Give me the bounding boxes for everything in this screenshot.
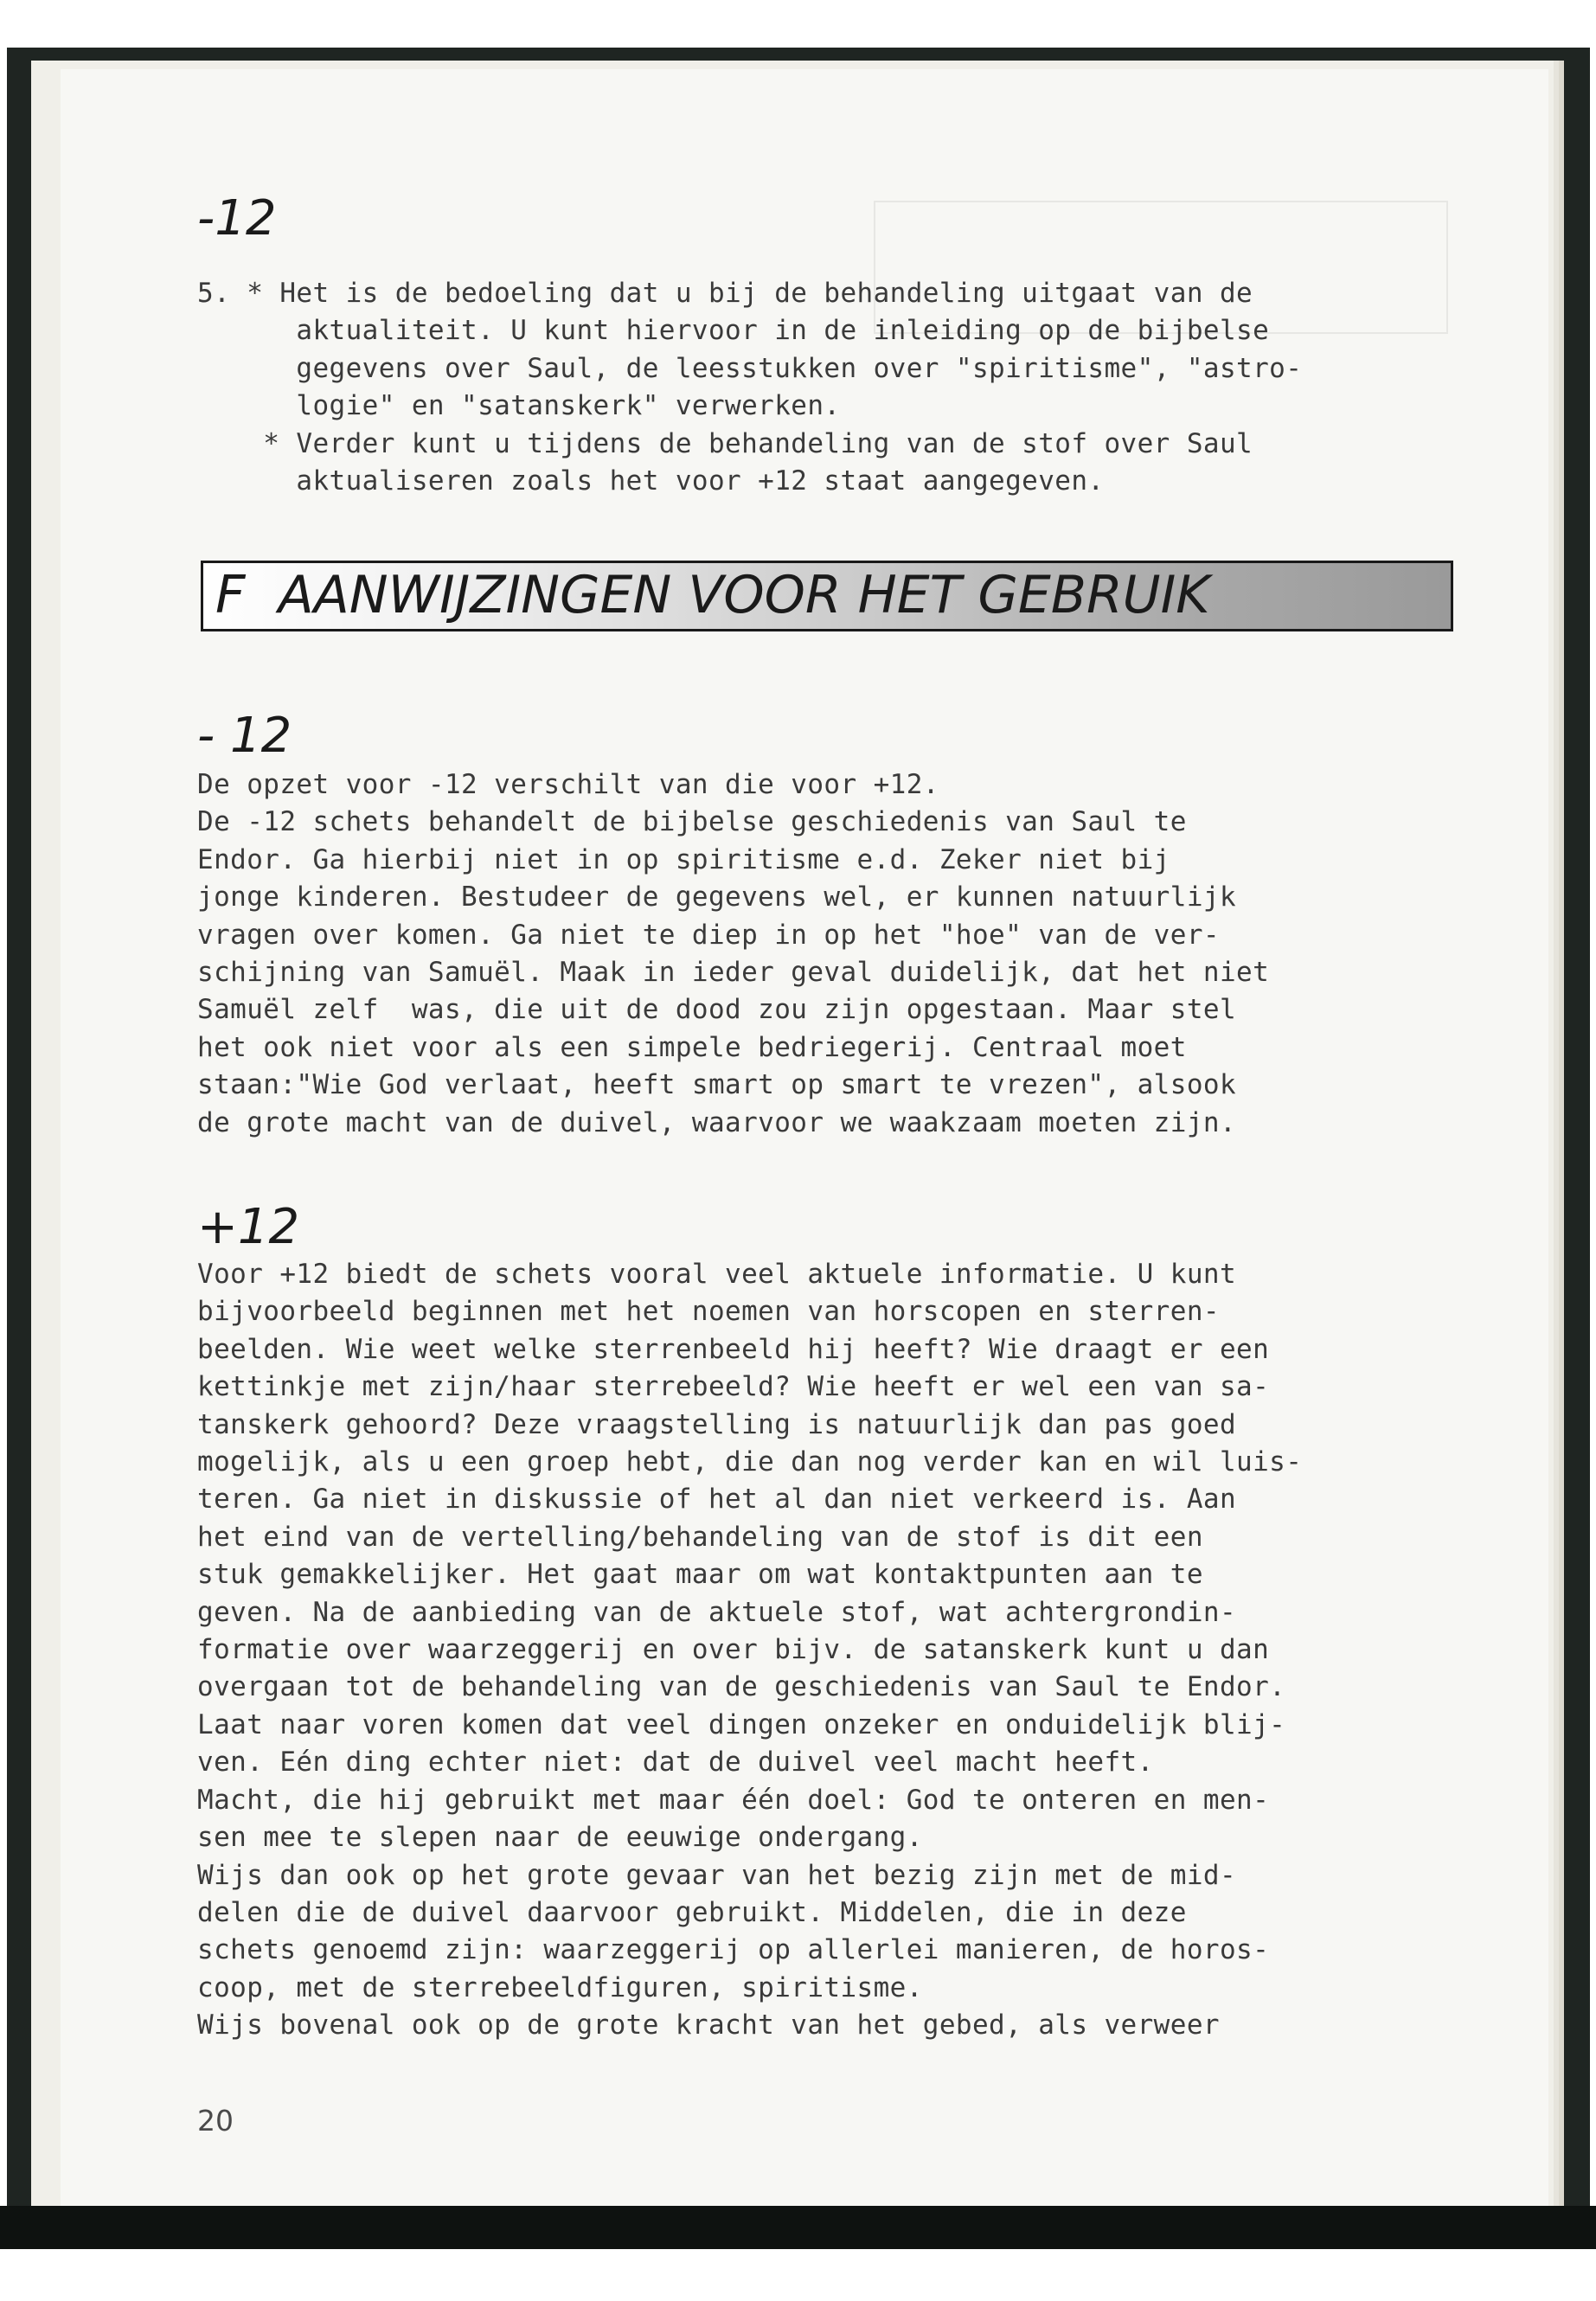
plus12-line: kettinkje met zijn/haar sterrebeeld? Wie heeft er wel een van sa- bbox=[197, 1371, 1270, 1403]
item-5-line: aktualiseren zoals het voor +12 staat aangegeven. bbox=[197, 465, 1105, 497]
item-5-line: 5. * Het is de bedoeling dat u bij de behandeling uitgaat van de bbox=[197, 278, 1253, 309]
minus12-line: de grote macht van de duivel, waarvoor we waakzaam moeten zijn. bbox=[197, 1106, 1237, 1138]
minus12-line: jonge kinderen. Bestudeer de gegevens wel, er kunnen natuurlijk bbox=[197, 881, 1237, 913]
plus12-line: beelden. Wie weet welke sterrenbeeld hij heeft? Wie draagt er een bbox=[197, 1333, 1270, 1365]
minus12-line: vragen over komen. Ga niet te diep in op het "hoe" van de ver- bbox=[197, 919, 1220, 951]
plus12-line: Voor +12 biedt de schets vooral veel aktuele informatie. U kunt bbox=[197, 1259, 1237, 1290]
plus12-line: ven. Eén ding echter niet: dat de duivel veel macht heeft. bbox=[197, 1747, 1154, 1779]
item-5-line: logie" en "satanskerk" verwerken. bbox=[197, 390, 841, 422]
item-5-text bbox=[197, 275, 1302, 500]
plus12-line: geven. Na de aanbieding van de aktuele stof, wat achtergrondin- bbox=[197, 1596, 1237, 1628]
section-heading-minus12: - 12 bbox=[197, 708, 292, 764]
plus12-line: Wijs dan ook op het grote gevaar van het bezig zijn met de mid- bbox=[197, 1859, 1237, 1891]
minus12-line: Endor. Ga hierbij niet in op spiritisme e.d. Zeker niet bij bbox=[197, 843, 1170, 875]
minus12-line: staan:"Wie God verlaat, heeft smart op smart te vrezen", alsook bbox=[197, 1069, 1237, 1101]
plus12-line: overgaan tot de behandeling van de geschiedenis van Saul te Endor. bbox=[197, 1671, 1286, 1703]
plus12-line: Laat naar voren komen dat veel dingen onzeker en onduidelijk blij- bbox=[197, 1708, 1286, 1740]
plus12-paragraph bbox=[197, 1256, 1302, 2045]
plus12-line: sen mee te slepen naar de eeuwige ondergang. bbox=[197, 1822, 923, 1854]
page-number: 20 bbox=[197, 2104, 234, 2138]
section-heading-plus12: +12 bbox=[197, 1199, 300, 1255]
section-heading-minus12-top: -12 bbox=[197, 190, 277, 247]
plus12-line: Wijs bovenal ook op de grote kracht van het gebed, als verweer bbox=[197, 2009, 1220, 2041]
plus12-line: teren. Ga niet in diskussie of het al dan niet verkeerd is. Aan bbox=[197, 1484, 1237, 1516]
plus12-line: mogelijk, als u een groep hebt, die dan nog verder kan en wil luis- bbox=[197, 1446, 1303, 1478]
plus12-line: formatie over waarzeggerij en over bijv. de satanskerk kunt u dan bbox=[197, 1634, 1270, 1666]
minus12-line: De -12 schets behandelt de bijbelse geschiedenis van Saul te bbox=[197, 806, 1187, 838]
minus12-line: het ook niet voor als een simpele bedriegerij. Centraal moet bbox=[197, 1031, 1187, 1063]
scan-bottom-edge bbox=[0, 2206, 1596, 2249]
item-5-line: * Verder kunt u tijdens de behandeling van de stof over Saul bbox=[197, 427, 1253, 459]
plus12-line: delen die de duivel daarvoor gebruikt. Middelen, die in deze bbox=[197, 1896, 1187, 1928]
plus12-line: Macht, die hij gebruikt met maar één doel: God te onteren en men- bbox=[197, 1784, 1270, 1816]
section-f-banner bbox=[201, 561, 1453, 631]
plus12-line: bijvoorbeeld beginnen met het noemen van horscopen en sterren- bbox=[197, 1296, 1220, 1328]
plus12-line: tanskerk gehoord? Deze vraagstelling is natuurlijk dan pas goed bbox=[197, 1408, 1237, 1440]
minus12-line: schijning van Samuël. Maak in ieder geval duidelijk, dat het niet bbox=[197, 957, 1270, 989]
item-5-line: gegevens over Saul, de leesstukken over "spiritisme", "astro- bbox=[197, 352, 1303, 384]
plus12-line: schets genoemd zijn: waarzeggerij op allerlei manieren, de horos- bbox=[197, 1934, 1270, 1966]
banner-title: F AANWIJZINGEN VOOR HET GEBRUIK bbox=[215, 565, 1210, 625]
plus12-line: het eind van de vertelling/behandeling van de stof is dit een bbox=[197, 1521, 1203, 1553]
minus12-paragraph bbox=[197, 766, 1269, 1142]
minus12-line: De opzet voor -12 verschilt van die voor +12. bbox=[197, 769, 939, 800]
plus12-line: stuk gemakkelijker. Het gaat maar om wat kontaktpunten aan te bbox=[197, 1559, 1203, 1591]
item-5-line: aktualiteit. U kunt hiervoor in de inleiding op de bijbelse bbox=[197, 315, 1270, 347]
minus12-line: Samuël zelf was, die uit de dood zou zijn opgestaan. Maar stel bbox=[197, 994, 1237, 1026]
plus12-line: coop, met de sterrebeeldfiguren, spiritisme. bbox=[197, 1971, 923, 2003]
